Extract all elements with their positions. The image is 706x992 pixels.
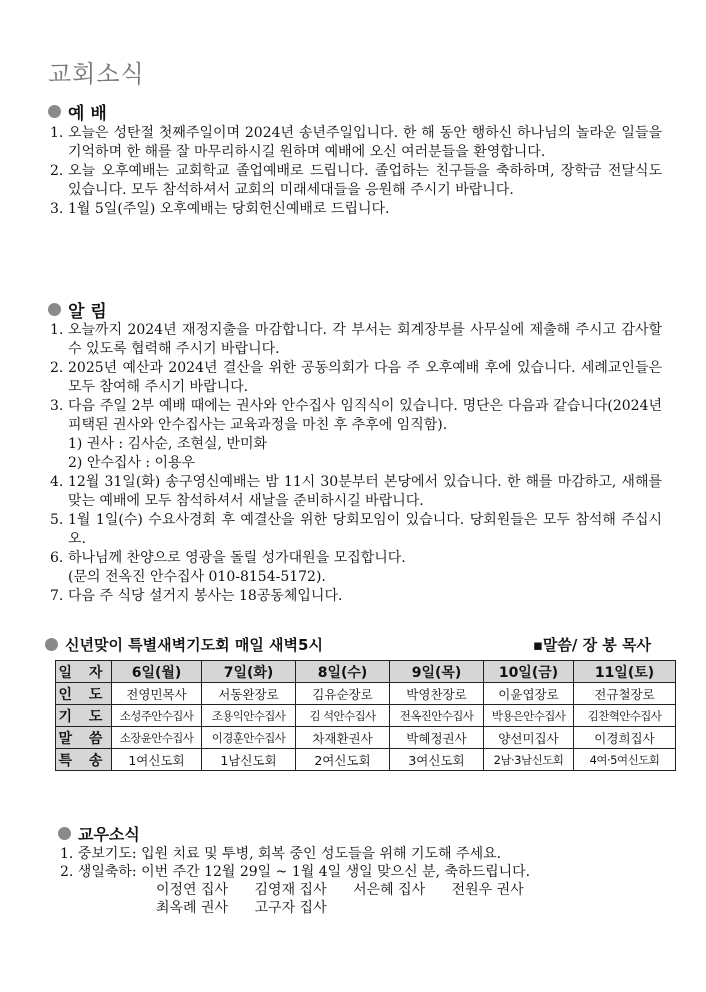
table-cell: 박영찬장로 bbox=[390, 683, 484, 705]
item-number: 3. bbox=[50, 398, 64, 414]
dawn-prayer-schedule-table bbox=[55, 660, 676, 771]
dawn-prayer-speaker: ▪말씀/ 장 봉 목사 bbox=[532, 636, 651, 654]
table-cell: 박용은안수집사 bbox=[484, 705, 574, 727]
list-item bbox=[50, 549, 662, 587]
birthday-name: 최옥례 권사 bbox=[156, 900, 229, 916]
birthday-name: 고구자 집사 bbox=[254, 900, 327, 916]
item-text: 1월 5일(주일) 오후예배는 당회헌신예배로 드립니다. bbox=[68, 201, 390, 217]
members-heading bbox=[58, 822, 140, 845]
header-cell: 9일(목) bbox=[390, 661, 484, 683]
birthday-names-row bbox=[60, 899, 660, 917]
table-row bbox=[56, 727, 676, 749]
worship-heading-label: 예 배 bbox=[68, 104, 107, 124]
table-cell: 2남·3남신도회 bbox=[484, 749, 574, 771]
row-label: 특 송 bbox=[56, 749, 112, 771]
item-text: 1월 1일(수) 수요사경회 후 예결산을 위한 당회모임이 있습니다. 당회원들은 모두 참석해 주십시오. bbox=[68, 512, 662, 547]
table-cell: 김찬혁안수집사 bbox=[574, 705, 676, 727]
table-cell: 전영민목사 bbox=[112, 683, 202, 705]
item-number: 7. bbox=[50, 588, 64, 604]
ordination-sub-1: 1) 권사 : 김사순, 조현실, 반미화 bbox=[68, 436, 268, 452]
dawn-prayer-title: 신년맞이 특별새벽기도회 매일 새벽5시 bbox=[65, 636, 323, 654]
table-cell: 소장윤안수집사 bbox=[112, 727, 202, 749]
item-number: 1. bbox=[50, 322, 64, 338]
row-label: 기 도 bbox=[56, 705, 112, 727]
header-cell: 10일(금) bbox=[484, 661, 574, 683]
item-number: 3. bbox=[50, 201, 64, 217]
header-cell: 8일(수) bbox=[296, 661, 390, 683]
table-cell: 양선미집사 bbox=[484, 727, 574, 749]
list-item bbox=[50, 587, 662, 606]
worship-list bbox=[50, 124, 662, 219]
table-cell: 조용익안수집사 bbox=[202, 705, 296, 727]
list-item bbox=[50, 162, 662, 200]
table-cell: 차재환권사 bbox=[296, 727, 390, 749]
table-cell: 박혜정권사 bbox=[390, 727, 484, 749]
item-text: 오늘까지 2024년 재정지출을 마감합니다. 각 부서는 회계장부를 사무실에 제출해 주시고 감사할 수 있도록 협력해 주시기 바랍니다. bbox=[68, 322, 662, 357]
bullet-icon bbox=[45, 638, 58, 651]
item-text: 다음 주 식당 설거지 봉사는 18공동체입니다. bbox=[68, 588, 343, 604]
members-section bbox=[60, 845, 660, 917]
item-text: 오늘 오후예배는 교회학교 졸업예배로 드립니다. 졸업하는 친구들을 축하하며, 장학금 전달식도 있습니다. 모두 참석하셔서 교회의 미래세대들을 응원해 주시기 바랍니다. bbox=[68, 163, 662, 198]
list-item bbox=[50, 321, 662, 359]
table-cell: 3여신도회 bbox=[390, 749, 484, 771]
notices-heading bbox=[48, 297, 107, 322]
table-cell: 1남신도회 bbox=[202, 749, 296, 771]
item-text: 하나님께 찬양으로 영광을 돌릴 성가대원을 모집합니다. (문의 전옥진 안수집사 010-8154-5172). bbox=[68, 550, 406, 585]
page-title: 교회소식 bbox=[48, 60, 145, 88]
table-cell: 김유순장로 bbox=[296, 683, 390, 705]
birthday-name: 전원우 권사 bbox=[451, 882, 524, 898]
dawn-prayer-header bbox=[45, 634, 657, 655]
members-heading-label: 교우소식 bbox=[78, 825, 140, 844]
item-number: 1. bbox=[50, 125, 64, 141]
item-text: 다음 주일 2부 예배 때에는 권사와 안수집사 임직식이 있습니다. 명단은 다음과 같습니다(2024년 피택된 권사와 안수집사는 교육과정을 마친 후 추후에 임직함). bbox=[68, 398, 662, 433]
row-label: 인 도 bbox=[56, 683, 112, 705]
table-cell: 전규철장로 bbox=[574, 683, 676, 705]
header-cell: 6일(월) bbox=[112, 661, 202, 683]
item-number: 2. bbox=[50, 163, 64, 179]
item-number: 2. bbox=[50, 360, 64, 376]
table-cell: 김 석안수집사 bbox=[296, 705, 390, 727]
item-number: 6. bbox=[50, 550, 64, 566]
worship-heading bbox=[48, 99, 107, 124]
bullet-icon bbox=[48, 105, 61, 118]
birthday-line: 2. 생일축하: 이번 주간 12월 29일 ~ 1월 4일 생일 맞으신 분, 축하드립니다. bbox=[60, 864, 531, 880]
row-label: 말 씀 bbox=[56, 727, 112, 749]
intercession-line: 1. 중보기도: 입원 치료 및 투병, 회복 중인 성도들을 위해 기도해 주세요. bbox=[60, 846, 502, 862]
list-item bbox=[50, 473, 662, 511]
header-cell: 11일(토) bbox=[574, 661, 676, 683]
table-cell: 2여신도회 bbox=[296, 749, 390, 771]
table-row bbox=[56, 683, 676, 705]
list-item bbox=[50, 397, 662, 435]
table-cell: 이윤엽장로 bbox=[484, 683, 574, 705]
table-row bbox=[56, 749, 676, 771]
table-cell: 이경희집사 bbox=[574, 727, 676, 749]
table-cell: 소성주안수집사 bbox=[112, 705, 202, 727]
bullet-icon bbox=[48, 303, 61, 316]
birthday-names-row bbox=[60, 881, 660, 899]
list-item bbox=[50, 359, 662, 397]
table-cell: 1여신도회 bbox=[112, 749, 202, 771]
table-header-row bbox=[56, 661, 676, 683]
list-item bbox=[50, 511, 662, 549]
item-number: 5. bbox=[50, 512, 64, 528]
table-row bbox=[56, 705, 676, 727]
item-text: 오늘은 성탄절 첫째주일이며 2024년 송년주일입니다. 한 해 동안 행하신 하나님의 놀라운 일들을 기억하며 한 해를 잘 마무리하시길 원하며 예배에 오신 여러분들을 환영합니다. bbox=[68, 125, 662, 160]
table-cell: 서동완장로 bbox=[202, 683, 296, 705]
header-cell: 7일(화) bbox=[202, 661, 296, 683]
ordination-sub-2: 2) 안수집사 : 이용우 bbox=[68, 455, 196, 471]
table-cell: 이경훈안수집사 bbox=[202, 727, 296, 749]
item-text: 2025년 예산과 2024년 결산을 위한 공동의회가 다음 주 오후예배 후에 있습니다. 세례교인들은 모두 참여해 주시기 바랍니다. bbox=[68, 360, 662, 395]
header-cell: 일 자 bbox=[56, 661, 112, 683]
list-item bbox=[50, 124, 662, 162]
birthday-name: 김영재 집사 bbox=[254, 882, 327, 898]
item-text: 12월 31일(화) 송구영신예배는 밤 11시 30분부터 본당에서 있습니다. 한 해를 마감하고, 새해를 맞는 예배에 모두 참석하셔서 새날을 준비하시길 바랍니다. bbox=[68, 474, 662, 509]
table-cell: 4여·5여신도회 bbox=[574, 749, 676, 771]
list-item bbox=[50, 200, 662, 219]
notices-heading-label: 알 림 bbox=[68, 302, 107, 322]
birthday-name: 이정연 집사 bbox=[156, 882, 229, 898]
table-cell: 전옥진안수집사 bbox=[390, 705, 484, 727]
birthday-name: 서은혜 집사 bbox=[353, 882, 426, 898]
item-number: 4. bbox=[50, 474, 64, 490]
notices-list bbox=[50, 321, 662, 606]
bullet-icon bbox=[58, 827, 71, 840]
